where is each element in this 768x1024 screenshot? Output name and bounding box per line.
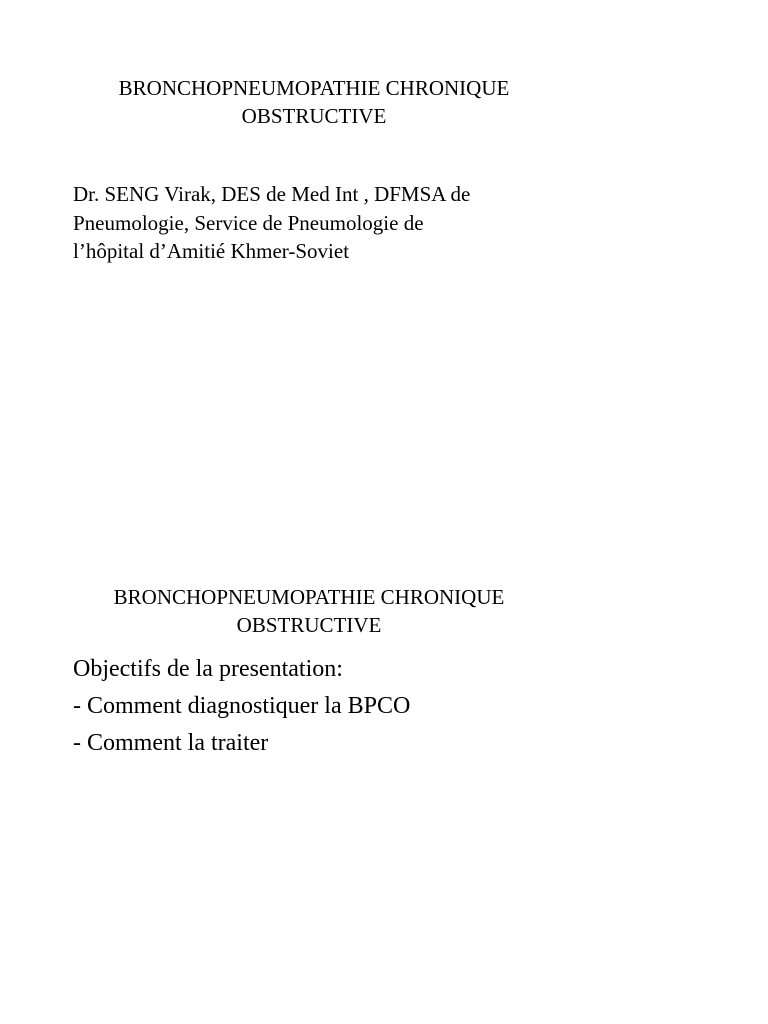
slide-2-title-line-1: BRONCHOPNEUMOPATHIE CHRONIQUE [113, 585, 505, 609]
author-line-3: l’hôpital d’Amitié Khmer-Soviet [73, 239, 350, 263]
objectives-list [73, 651, 673, 762]
slide-2-title-line-2: OBSTRUCTIVE [236, 613, 382, 637]
objective-item-1: - Comment diagnostiquer la BPCO [73, 693, 411, 719]
slide-1-title-line-2: OBSTRUCTIVE [241, 104, 387, 128]
author-line-2: Pneumologie, Service de Pneumologie de [73, 210, 424, 235]
slide-1-title-line-1: BRONCHOPNEUMOPATHIE CHRONIQUE [118, 76, 510, 100]
author-line-1: Dr. SENG Virak, DES de Med Int , DFMSA de [73, 182, 471, 206]
author-block [73, 180, 553, 266]
slide-2 [0, 512, 768, 1024]
objective-item-2: - Comment la traiter [73, 730, 269, 756]
objectives-heading: Objectifs de la presentation: [73, 656, 343, 682]
slide-2-title [0, 583, 623, 639]
slide-1-title [0, 74, 628, 130]
